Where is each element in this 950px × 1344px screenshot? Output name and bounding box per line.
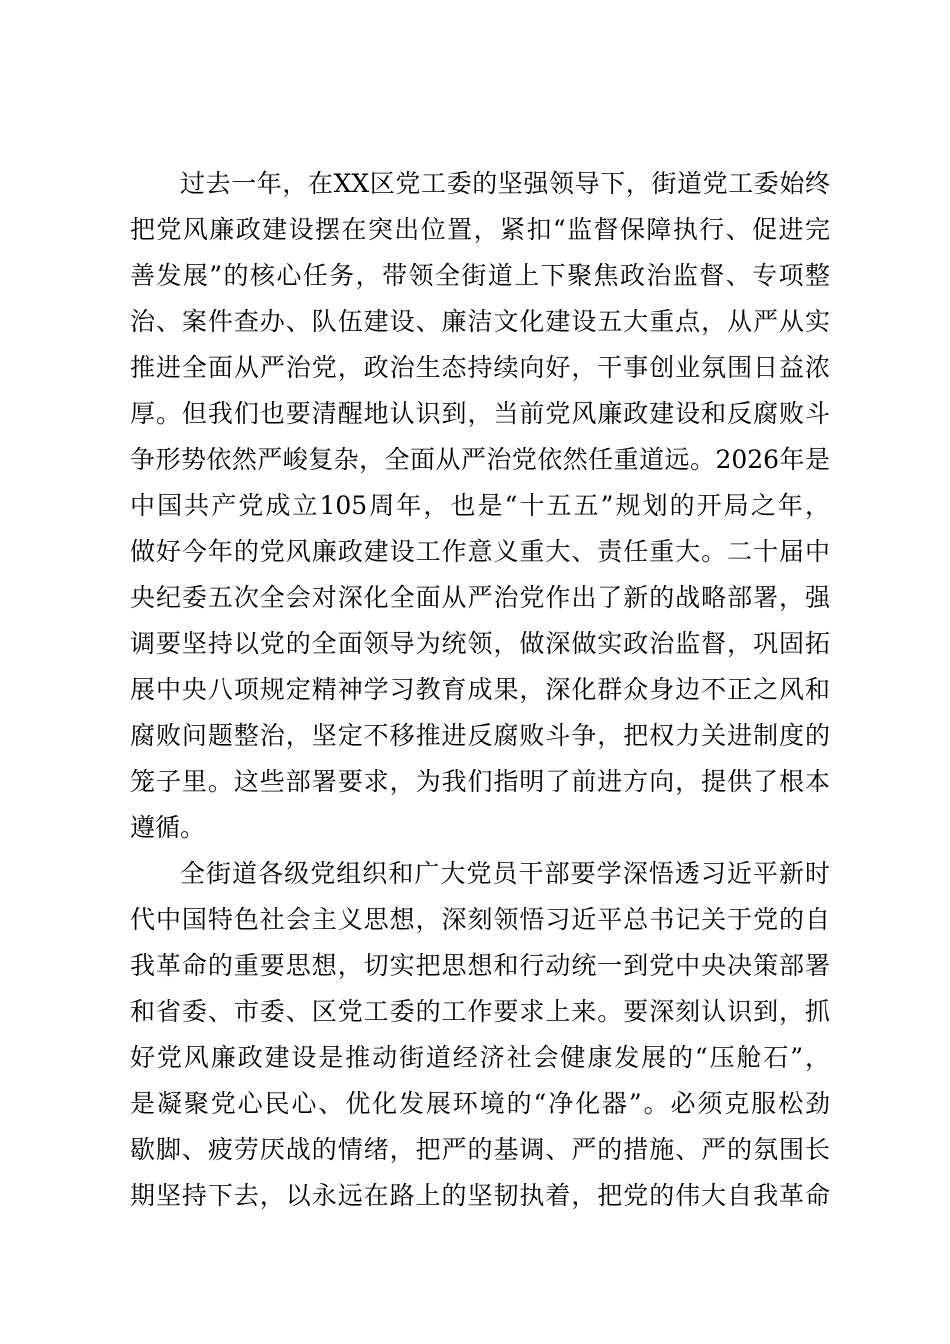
- text-line: 笼子里。这些部署要求，为我们指明了前进方向，提供了根本: [130, 767, 830, 796]
- text-line: 调要坚持以党的全面领导为统领，做深做实政治监督，巩固拓: [130, 629, 830, 658]
- text-line: 代中国特色社会主义思想，深刻领悟习近平总书记关于党的自: [130, 905, 830, 934]
- text-line: 全街道各级党组织和广大党员干部要学深悟透习近平新时: [180, 859, 830, 888]
- text-line: 治、案件查办、队伍建设、廉洁文化建设五大重点，从严从实: [130, 307, 830, 336]
- text-line: 厚。但我们也要清醒地认识到，当前党风廉政建设和反腐败斗: [130, 399, 830, 428]
- text-line: 把党风廉政建设摆在突出位置，紧扣“监督保障执行、促进完: [130, 215, 830, 244]
- text-line: 争形势依然严峻复杂，全面从严治党依然任重道远。2026年是: [130, 445, 830, 474]
- text-line: 好党风廉政建设是推动街道经济社会健康发展的“压舱石”，: [130, 1043, 830, 1072]
- text-line: 央纪委五次全会对深化全面从严治党作出了新的战略部署，强: [130, 583, 830, 612]
- text-line: 推进全面从严治党，政治生态持续向好，干事创业氛围日益浓: [130, 353, 830, 382]
- text-line: 遵循。: [130, 813, 206, 842]
- text-line: 是凝聚党心民心、优化发展环境的“净化器”。必须克服松劲: [130, 1089, 830, 1118]
- text-line: 期坚持下去，以永远在路上的坚韧执着，把党的伟大自我革命: [130, 1181, 830, 1210]
- text-line: 做好今年的党风廉政建设工作意义重大、责任重大。二十届中: [130, 537, 830, 566]
- text-line: 我革命的重要思想，切实把思想和行动统一到党中央决策部署: [130, 951, 830, 980]
- text-line: 中国共产党成立105周年，也是“十五五”规划的开局之年，: [130, 491, 830, 520]
- text-line: 和省委、市委、区党工委的工作要求上来。要深刻认识到，抓: [130, 997, 830, 1026]
- text-line: 善发展”的核心任务，带领全街道上下聚焦政治监督、专项整: [130, 261, 830, 290]
- text-line: 展中央八项规定精神学习教育成果，深化群众身边不正之风和: [130, 675, 830, 704]
- text-line: 过去一年，在XX区党工委的坚强领导下，街道党工委始终: [180, 169, 830, 198]
- text-line: 歇脚、疲劳厌战的情绪，把严的基调、严的措施、严的氛围长: [130, 1135, 830, 1164]
- text-line: 腐败问题整治，坚定不移推进反腐败斗争，把权力关进制度的: [130, 721, 830, 750]
